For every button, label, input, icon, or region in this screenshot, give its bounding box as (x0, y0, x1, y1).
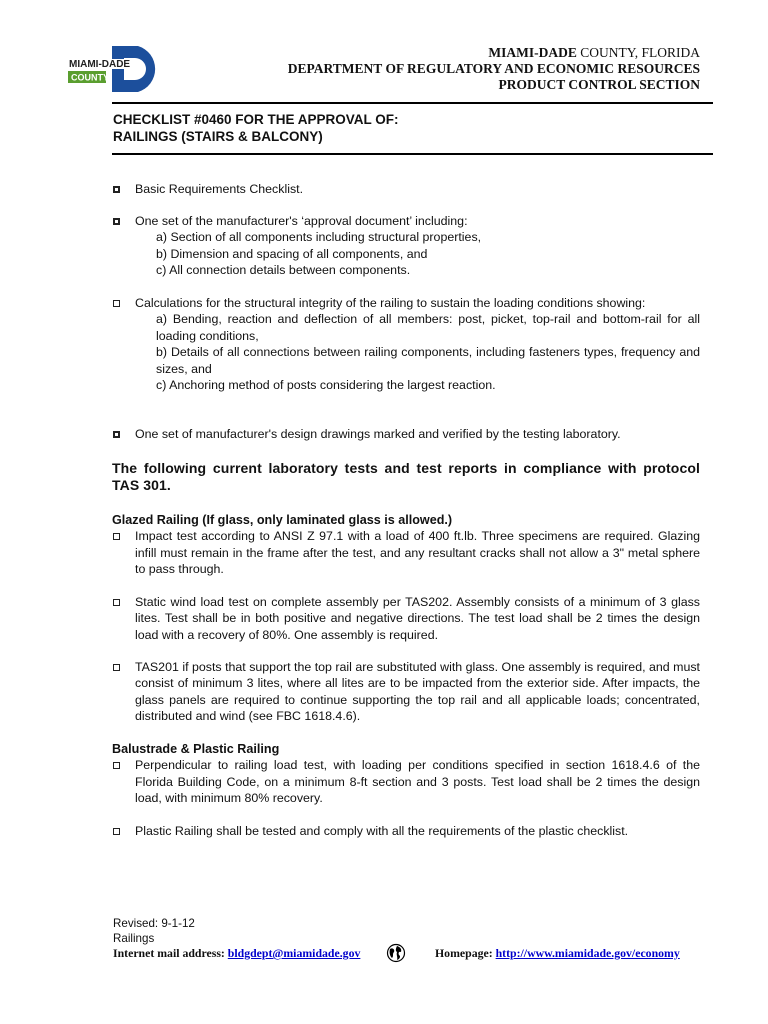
county-line: MIAMI-DADE COUNTY, FLORIDA (488, 45, 700, 60)
checkbox-icon (113, 533, 120, 540)
requirements-list (112, 295, 700, 393)
header-block (288, 45, 700, 93)
tests-heading: The following current laboratory tests and test reports in compliance with protocol TAS 301. (112, 460, 700, 493)
section-heading: Balustrade & Plastic Railing (112, 742, 280, 756)
title-line-1: CHECKLIST #0460 FOR THE APPROVAL OF: (113, 112, 399, 127)
checkbox-icon (113, 218, 120, 225)
checkbox-icon (113, 828, 120, 835)
page-title (113, 111, 399, 145)
title-line-2: RAILINGS (STAIRS & BALCONY) (113, 129, 323, 144)
logo-text-miami-dade: MIAMI-DADE (69, 59, 131, 70)
homepage: Homepage: http://www.miamidade.gov/economy (435, 946, 680, 960)
footer-revision (113, 916, 195, 946)
footer-contact: Internet mail address: bldgdept@miamidade.gov Homepage: http://www.miamidade.gov/economy (113, 946, 703, 961)
checkbox-icon (113, 762, 120, 769)
checkbox-icon (113, 431, 120, 438)
list-item: Basic Requirements Checklist. (112, 181, 700, 197)
email-link[interactable]: bldgdept@miamidade.gov (227, 946, 361, 960)
logo-text-county: COUNTY (71, 72, 109, 83)
list-item: One set of the manufacturer's ‘approval document’ including: a) Section of all components including structural properties, b) Dimension and spacing of all components, and c) All connection details between components. (112, 213, 700, 279)
balustrade-section (112, 823, 700, 839)
list-item: Static wind load test on complete assembly per TAS202. Assembly consists of a minimum of 3 glass lites. Test shall be in both positive and negative directions. The test load shall be 2 times the design load with a recovery of 80%. One assembly is required. (112, 594, 700, 643)
list-item: Impact test according to ANSI Z 97.1 with a load of 400 ft.lb. Three specimens are required. Glazing infill must remain in the frame after the test, and any resultant cracks shall not allow a 3" metal sphere to pass through. (112, 528, 700, 577)
title-rule (112, 153, 713, 155)
globe-icon (386, 943, 406, 963)
glazed-railing-section (112, 659, 700, 725)
list-item: Perpendicular to railing load test, with loading per conditions specified in section 1618.4.6 of the Florida Building Code, on a minimum 8-ft section and 3 posts. Test load shall be 2 times the design load, with minimum 80% recovery. (112, 757, 700, 806)
document-name: Railings (113, 932, 155, 945)
section-line: PRODUCT CONTROL SECTION (498, 77, 700, 92)
checkbox-icon (113, 664, 120, 671)
list-item: TAS201 if posts that support the top rail are substituted with glass. One assembly is required, and must consist of minimum 3 lites, where all lites are to be impacted from the exterior side. After impacts, the glass panels are required to continue supporting the top rail and all applicable loads; concentrated, distributed and wind (see FBC 1618.4.6). (112, 659, 700, 725)
homepage-link[interactable]: http://www.miamidade.gov/economy (495, 946, 680, 960)
header-rule (112, 102, 713, 104)
miami-dade-county-logo (68, 44, 164, 94)
balustrade-section (112, 741, 700, 807)
glazed-railing-section (112, 594, 700, 643)
glazed-railing-section (112, 512, 700, 578)
checkbox-icon (113, 599, 120, 606)
requirements-list (112, 213, 700, 279)
requirements-list (112, 426, 700, 442)
checkbox-icon (113, 300, 120, 307)
requirements-list (112, 181, 700, 197)
department-line: DEPARTMENT OF REGULATORY AND ECONOMIC RESOURCES (287, 61, 700, 76)
section-heading: Glazed Railing (If glass, only laminated glass is allowed.) (112, 513, 453, 527)
revised-date: Revised: 9-1-12 (113, 917, 195, 930)
checkbox-icon (113, 186, 120, 193)
list-item: Calculations for the structural integrity of the railing to sustain the loading conditions showing: a) Bending, reaction and deflection of all members: post, picket, top-rail and bottom-rail for all loading conditions, b) Details of all connections between railing components, including fasteners types, frequency and sizes, and c) Anchoring method of posts considering the largest reaction. (112, 295, 700, 393)
list-item: Plastic Railing shall be tested and comply with all the requirements of the plastic checklist. (112, 823, 700, 839)
list-item: One set of manufacturer's design drawings marked and verified by the testing laboratory. (112, 426, 700, 442)
